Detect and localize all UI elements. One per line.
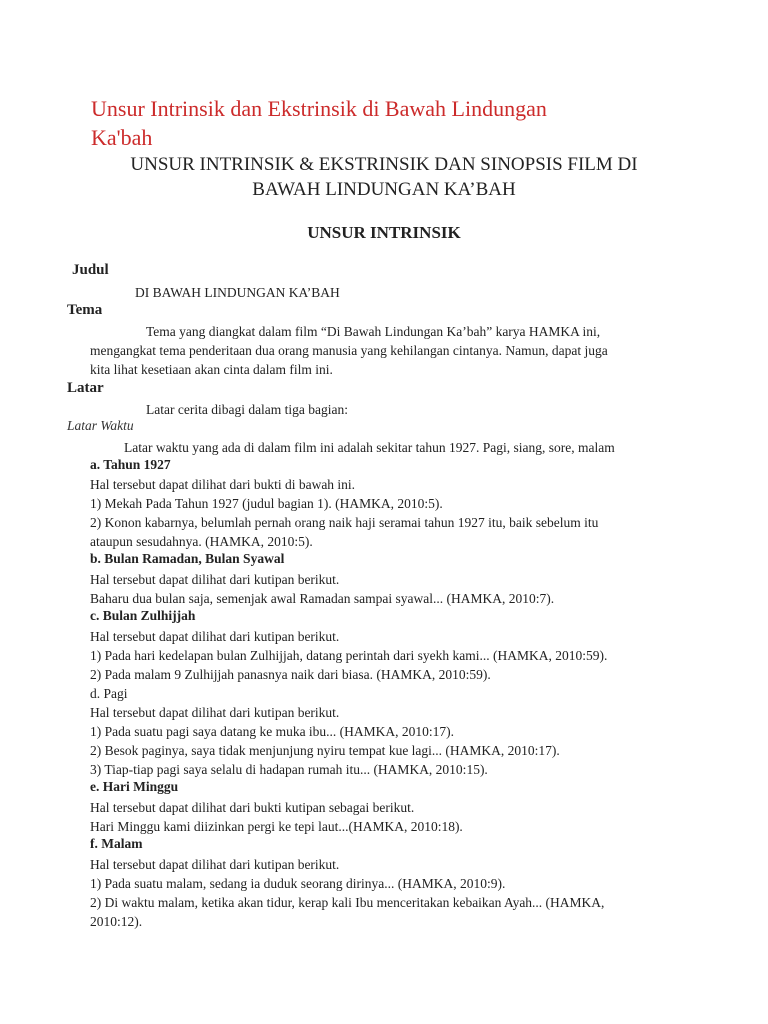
- post-title-line-2: Ka'bah: [91, 125, 153, 150]
- judul-value: DI BAWAH LINDUNGAN KA’BAH: [135, 285, 340, 300]
- tema-label: Tema: [67, 302, 103, 318]
- item-d-line: 3) Tiap-tiap pagi saya selalu di hadapan rumah itu... (HAMKA, 2010:15).: [90, 762, 488, 777]
- item-d-line: Hal tersebut dapat dilihat dari kutipan berikut.: [90, 705, 340, 720]
- item-f-line: 1) Pada suatu malam, sedang ia duduk seorang dirinya... (HAMKA, 2010:9).: [90, 876, 506, 891]
- judul-label: Judul: [72, 262, 109, 278]
- tema-text-line-3: kita lihat kesetiaan akan cinta dalam film ini.: [90, 362, 333, 377]
- item-c-heading: c. Bulan Zulhijjah: [90, 608, 196, 623]
- item-d-line: 2) Besok paginya, saya tidak menjunjung nyiru tempat kue lagi... (HAMKA, 2010:17).: [90, 743, 560, 758]
- post-title-line-1: Unsur Intrinsik dan Ekstrinsik di Bawah Lindungan: [91, 96, 547, 121]
- document-heading-line-2: BAWAH LINDUNGAN KA’BAH: [252, 179, 516, 200]
- item-a-line: 1) Mekah Pada Tahun 1927 (judul bagian 1). (HAMKA, 2010:5).: [90, 496, 443, 511]
- item-c-line: Hal tersebut dapat dilihat dari kutipan berikut.: [90, 629, 340, 644]
- section-title: UNSUR INTRINSIK: [307, 223, 461, 242]
- latar-waktu-label: Latar Waktu: [67, 418, 134, 433]
- document-heading-line-1: UNSUR INTRINSIK & EKSTRINSIK DAN SINOPSIS FILM DI: [130, 154, 638, 175]
- item-e-line: Hal tersebut dapat dilihat dari bukti kutipan sebagai berikut.: [90, 800, 415, 815]
- item-b-line: Baharu dua bulan saja, semenjak awal Ramadan sampai syawal... (HAMKA, 2010:7).: [90, 591, 555, 606]
- item-c-line: 1) Pada hari kedelapan bulan Zulhijjah, datang perintah dari syekh kami... (HAMKA, 2010:59).: [90, 648, 608, 663]
- item-d-heading: d. Pagi: [90, 686, 128, 701]
- item-f-heading: f. Malam: [90, 836, 143, 851]
- item-b-line: Hal tersebut dapat dilihat dari kutipan berikut.: [90, 572, 340, 587]
- item-f-line: Hal tersebut dapat dilihat dari kutipan berikut.: [90, 857, 340, 872]
- item-a-line: 2) Konon kabarnya, belumlah pernah orang naik haji seramai tahun 1927 itu, baik sebelum itu: [90, 515, 599, 530]
- latar-intro: Latar cerita dibagi dalam tiga bagian:: [146, 402, 349, 417]
- item-c-line: 2) Pada malam 9 Zulhijjah panasnya naik dari biasa. (HAMKA, 2010:59).: [90, 667, 491, 682]
- item-a-line: Hal tersebut dapat dilihat dari bukti di bawah ini.: [90, 477, 356, 492]
- item-f-line: 2) Di waktu malam, ketika akan tidur, kerap kali Ibu menceritakan kebaikan Ayah... (HAMKA,: [90, 895, 605, 910]
- latar-label: Latar: [67, 380, 104, 396]
- tema-text-line-2: mengangkat tema penderitaan dua orang manusia yang kehilangan cintanya. Namun, dapat juga: [90, 343, 608, 358]
- item-a-line: ataupun sesudahnya. (HAMKA, 2010:5).: [90, 534, 313, 549]
- latar-waktu-description: Latar waktu yang ada di dalam film ini adalah sekitar tahun 1927. Pagi, siang, sore, malam: [124, 440, 615, 455]
- item-b-heading: b. Bulan Ramadan, Bulan Syawal: [90, 551, 285, 566]
- item-e-line: Hari Minggu kami diizinkan pergi ke tepi laut...(HAMKA, 2010:18).: [90, 819, 463, 834]
- tema-text-line-1: Tema yang diangkat dalam film “Di Bawah Lindungan Ka’bah” karya HAMKA ini,: [146, 324, 601, 339]
- item-f-line: 2010:12).: [90, 914, 143, 929]
- item-d-line: 1) Pada suatu pagi saya datang ke muka ibu... (HAMKA, 2010:17).: [90, 724, 455, 739]
- item-e-heading: e. Hari Minggu: [90, 779, 179, 794]
- item-a-heading: a. Tahun 1927: [90, 457, 171, 472]
